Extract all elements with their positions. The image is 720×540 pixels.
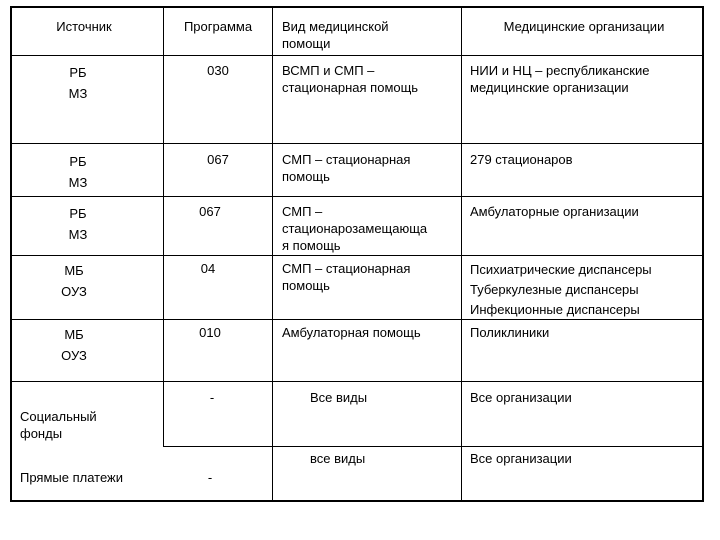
row7-program: -	[207, 470, 213, 485]
row4-program: 04	[200, 261, 216, 276]
row6-care-type: Все виды	[310, 390, 368, 405]
row2-organizations: 279 стационаров	[470, 152, 573, 167]
header-source: Источник	[56, 19, 112, 34]
row7-organizations: Все организации	[470, 451, 572, 466]
column-divider	[272, 6, 273, 502]
row-divider	[10, 143, 704, 144]
header-program: Программа	[183, 19, 253, 34]
row4-source: МБ ОУЗ	[61, 263, 87, 299]
row2-care-type: СМП – стационарная помощь	[282, 152, 411, 184]
column-divider	[461, 6, 462, 502]
row2-program: 067	[207, 152, 229, 167]
row5-program: 010	[199, 325, 221, 340]
row3-care-type: СМП – стационарозамещающа я помощь	[282, 204, 428, 253]
row5-organizations: Поликлиники	[470, 325, 550, 340]
row7-care-type: все виды	[310, 451, 366, 466]
row-divider	[10, 255, 704, 256]
row6-program: -	[209, 390, 215, 405]
row1-source: РБ МЗ	[68, 65, 88, 101]
row-divider	[163, 446, 704, 447]
header-care-type: Вид медицинской помощи	[282, 19, 389, 51]
row7-source: Прямые платежи	[20, 470, 124, 485]
row-divider	[10, 381, 704, 382]
row5-care-type: Амбулаторная помощь	[282, 325, 421, 340]
row-divider	[10, 55, 704, 56]
row1-care-type: ВСМП и СМП – стационарная помощь	[282, 63, 419, 95]
row4-organizations: Психиатрические диспансеры Туберкулезные диспансеры Инфекционные диспансеры	[470, 262, 652, 317]
row4-care-type: СМП – стационарная помощь	[282, 261, 411, 293]
row3-program: 067	[199, 204, 221, 219]
row6-source: Социальный фонды	[20, 409, 97, 441]
row3-source: РБ МЗ	[68, 206, 88, 242]
row2-source: РБ МЗ	[68, 154, 88, 190]
column-divider	[163, 6, 164, 446]
row5-source: МБ ОУЗ	[61, 327, 87, 363]
row1-program: 030	[207, 63, 229, 78]
header-organizations: Медицинские организации	[503, 19, 665, 34]
row3-organizations: Амбулаторные организации	[470, 204, 639, 219]
row1-organizations: НИИ и НЦ – республиканские медицинские организации	[470, 63, 650, 95]
row-divider	[10, 196, 704, 197]
row6-organizations: Все организации	[470, 390, 572, 405]
